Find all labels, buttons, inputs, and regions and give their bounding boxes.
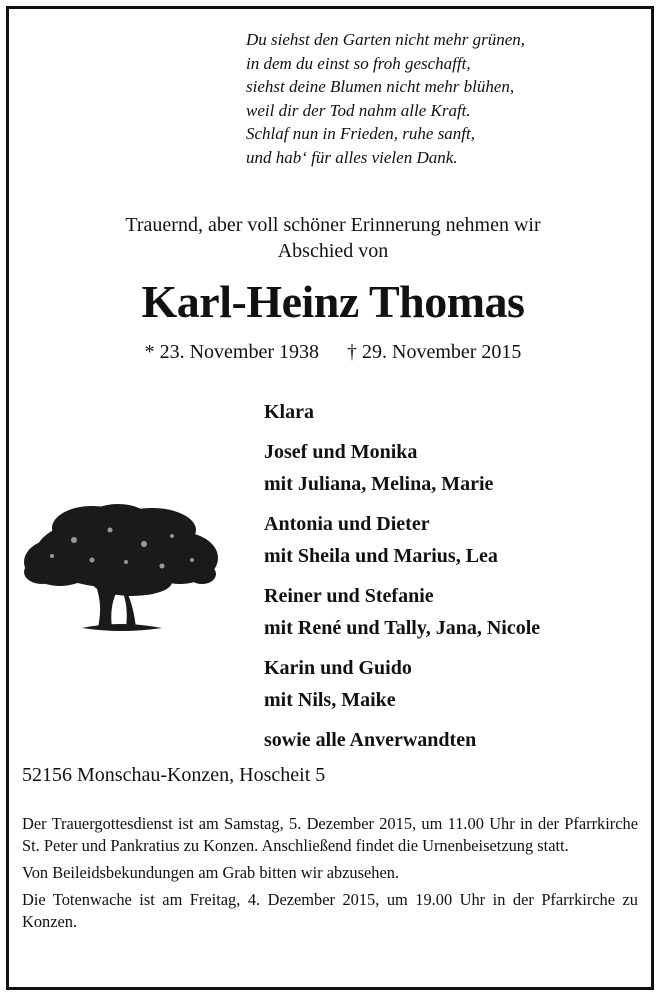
mourner-group [264,652,644,716]
life-dates [0,340,666,364]
condolence-notice: Von Beileidsbekundungen am Grab bitten wir abzusehen. [22,863,400,882]
mourner-group [264,724,644,756]
poem-line: weil dir der Tod nahm alle Kraft. [246,100,471,120]
mourner-line: sowie alle Anverwandten [264,729,477,751]
mourner-line: Antonia und Dieter [264,513,430,535]
poem-line: siehst deine Blumen nicht mehr blühen, [246,77,515,97]
mourner-line: mit Sheila und Marius, Lea [264,545,498,567]
poem-line: Schlaf nun in Frieden, ruhe sanft, [246,124,476,144]
mourner-line: mit Nils, Maike [264,689,396,711]
mourners-list [264,396,644,764]
tree-icon [22,500,218,640]
mourner-group [264,580,644,644]
poem [246,28,626,170]
poem-line: und hab‘ für alles vielen Dank. [246,147,458,167]
intro-line: Abschied von [277,240,389,262]
notices [22,813,638,938]
mourner-line: Klara [264,401,314,423]
mourner-line: mit Juliana, Melina, Marie [264,473,494,495]
birth-date: * 23. November 1938 [144,341,319,363]
deceased-name: Karl-Heinz Thomas [141,276,525,327]
mourner-group [264,396,644,428]
service-notice: Der Trauergottesdienst ist am Samstag, 5. Dezember 2015, um 11.00 Uhr in der Pfarrkirche St. Peter und Pankratius zu Konzen. Anschließend findet die Urnenbeisetzung statt. [22,814,638,855]
mourner-group [264,508,644,572]
poem-line: in dem du einst so froh geschafft, [246,53,471,73]
mourner-line: Reiner und Stefanie [264,585,434,607]
intro-text [0,212,666,264]
intro-line: Trauernd, aber voll schöner Erinnerung nehmen wir [125,214,541,236]
mourner-line: Josef und Monika [264,441,418,463]
mourner-line: mit René und Tally, Jana, Nicole [264,617,541,639]
mourner-line: Karin und Guido [264,657,412,679]
poem-line: Du siehst den Garten nicht mehr grünen, [246,30,526,49]
address: 52156 Monschau-Konzen, Hoscheit 5 [22,764,326,786]
death-date: † 29. November 2015 [347,341,522,363]
mourner-group [264,436,644,500]
vigil-notice: Die Totenwache ist am Freitag, 4. Dezember 2015, um 19.00 Uhr in der Pfarrkirche zu Konzen. [22,890,638,931]
